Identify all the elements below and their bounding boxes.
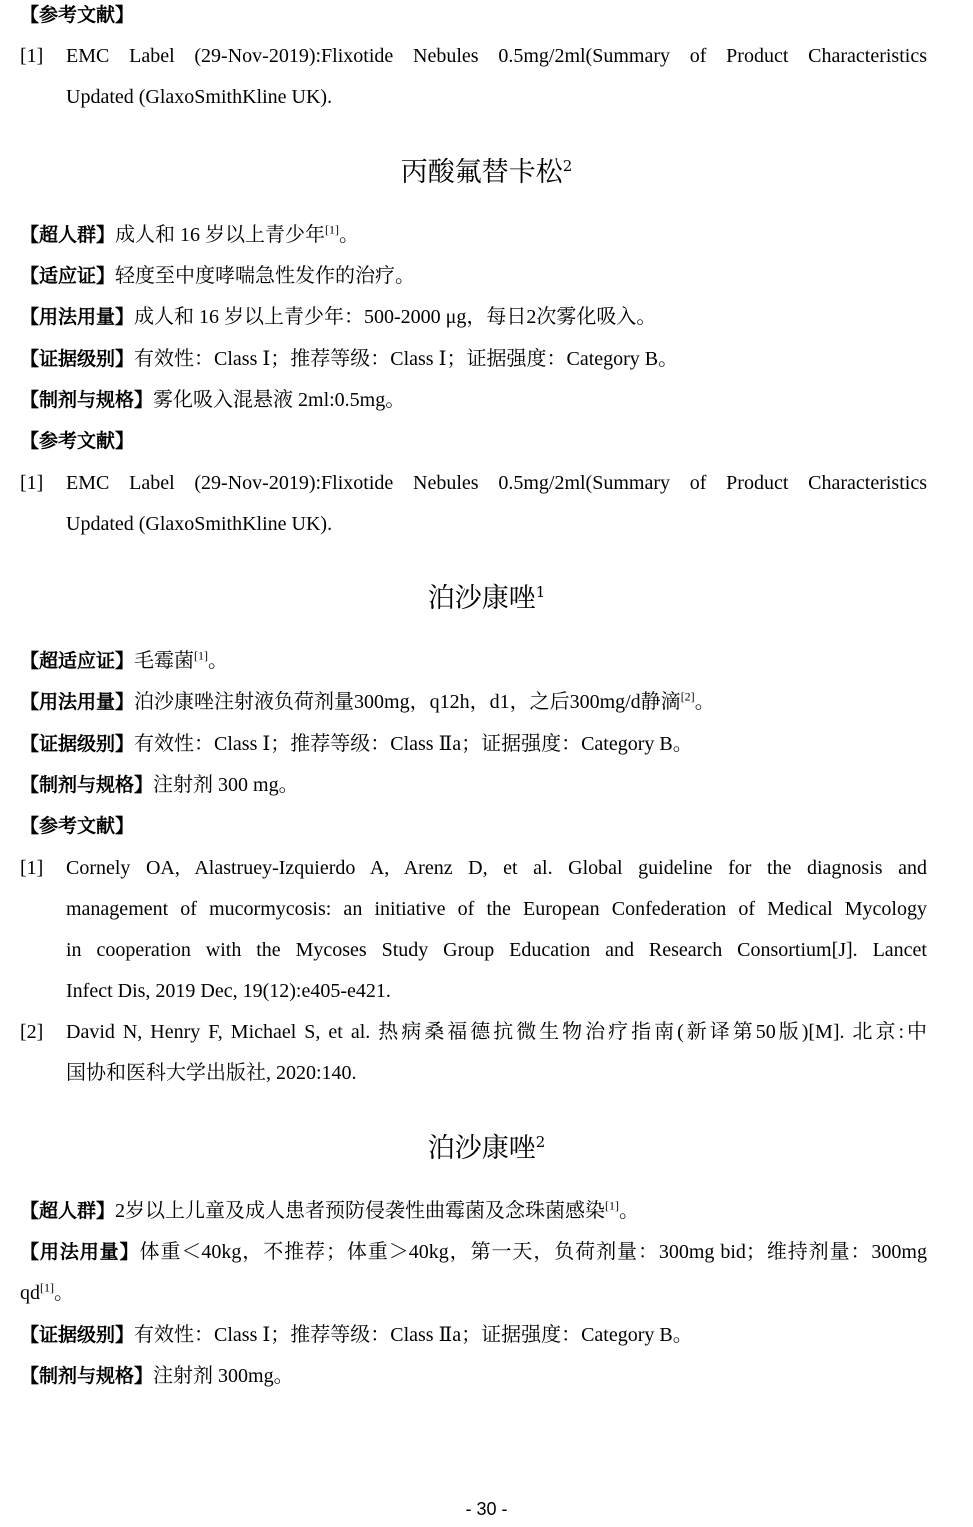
reference-text: EMC Label (29-Nov-2019):Flixotide Nebules 0.5mg/2ml(Summary of Product Characteristics	[66, 45, 927, 67]
reference-text: in cooperation with the Mycoses Study Group Education and Research Consortium[J]. Lancet	[66, 939, 927, 961]
drug-title: 泊沙康唑$^2$	[427, 1133, 546, 1164]
references-header: 【参考文献】	[20, 4, 135, 26]
references-header: 【参考文献】	[20, 815, 135, 837]
field-evidence: 【证据级别】有效性：Class Ⅰ；推荐等级：Class Ⅰ；证据强度：Category B。	[20, 348, 679, 370]
reference-text: David N, Henry F, Michael S, et al. 热病桑福德抗微生物治疗指南(新译第50版)[M]. 北京:中	[66, 1021, 927, 1043]
field-evidence: 【证据级别】有效性：Class Ⅰ；推荐等级：Class Ⅱa；证据强度：Category B。	[20, 1324, 693, 1346]
reference-text: Updated (GlaxoSmithKline UK).	[66, 86, 333, 108]
references-header: 【参考文献】	[20, 430, 135, 452]
reference-text: management of mucormycosis: an initiative of the European Confederation of Medical Mycology	[66, 898, 927, 920]
reference-text: Infect Dis, 2019 Dec, 19(12):e405-e421.	[66, 980, 391, 1002]
field-formulation: 【制剂与规格】注射剂 300mg。	[20, 1365, 294, 1387]
reference-text: Updated (GlaxoSmithKline UK).	[66, 513, 333, 535]
field-formulation: 【制剂与规格】注射剂 300 mg。	[20, 774, 299, 796]
reference-number: [2]	[20, 1021, 44, 1043]
reference-text: Cornely OA, Alastruey-Izquierdo A, Arenz D, et al. Global guideline for the diagnosis and	[66, 857, 927, 879]
field-indication: 【适应证】轻度至中度哮喘急性发作的治疗。	[20, 265, 416, 287]
field-dosage: 【用法用量】体重＜40kg，不推荐；体重＞40kg，第一天，负荷剂量：300mg bid；维持剂量：300mg	[20, 1241, 927, 1263]
field-evidence: 【证据级别】有效性：Class Ⅰ；推荐等级：Class Ⅱa；证据强度：Category B。	[20, 733, 693, 755]
drug-title: 泊沙康唑$^1$	[427, 583, 546, 614]
reference-number: [1]	[20, 45, 44, 67]
field-population: 【超人群】2岁以上儿童及成人患者预防侵袭性曲霉菌及念珠菌感染[1]。	[20, 1198, 640, 1222]
field-dosage: 【用法用量】成人和 16 岁以上青少年：500-2000 μg，每日2次雾化吸入。	[20, 306, 657, 328]
reference-text: EMC Label (29-Nov-2019):Flixotide Nebules 0.5mg/2ml(Summary of Product Characteristics	[66, 472, 927, 494]
drug-title: 丙酸氟替卡松$^2$	[400, 157, 573, 188]
page-number: - 30 -	[465, 1499, 508, 1519]
field-dosage-continued: qd[1]。	[20, 1280, 74, 1304]
reference-text: 国协和医科大学出版社, 2020:140.	[66, 1062, 357, 1084]
field-off-label-indication: 【超适应证】毛霉菌[1]。	[20, 648, 229, 672]
reference-number: [1]	[20, 472, 44, 494]
field-formulation: 【制剂与规格】雾化吸入混悬液 2ml:0.5mg。	[20, 389, 406, 411]
field-dosage: 【用法用量】泊沙康唑注射液负荷剂量300mg，q12h，d1，之后300mg/d静滴[2]。	[20, 689, 715, 713]
field-population: 【超人群】成人和 16 岁以上青少年[1]。	[20, 222, 360, 246]
reference-number: [1]	[20, 857, 44, 879]
